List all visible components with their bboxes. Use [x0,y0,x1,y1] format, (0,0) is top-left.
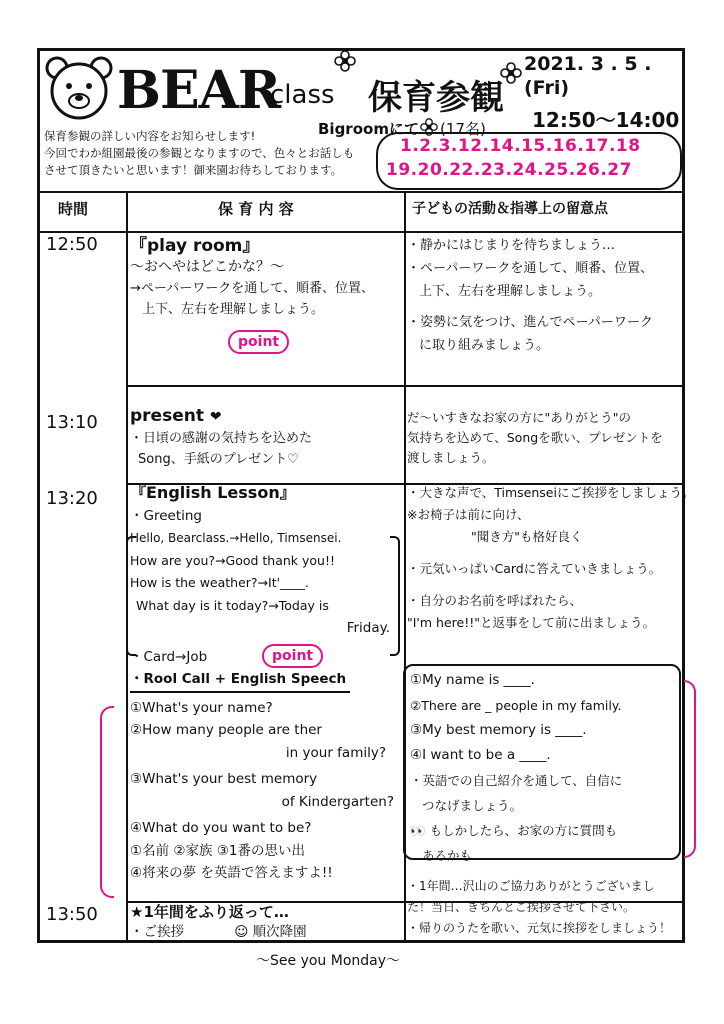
note-line: ・元気いっぱいCardに答えていきましょう。 [407,561,662,576]
row-3-content [130,482,398,885]
content-line: ・日頃の感謝の気持ちを込めた [130,431,313,446]
column-header-content: 保 育 内 容 [218,200,294,218]
intro-line: 保育参観の詳しい内容をお知らせします! [44,129,256,143]
row-1-notes [407,234,681,357]
content-line: Song、手紙のプレゼント♡ [138,452,299,467]
time-slot: 12:50 [46,234,98,255]
row-2-content [130,406,398,470]
section-title: 『English Lesson』 [130,483,296,502]
content-line: ・Rool Call + English Speech [130,668,350,693]
content-line: ・ご挨拶 [130,924,184,940]
content-line: →ペーパーワークを通して、順番、位置、 [130,281,374,296]
content-line: How are you?→Good thank you!! [130,552,336,568]
content-line: ④将来の夢 を英語で答えますよ!! [130,865,333,881]
note-line: ・自分のお名前を呼ばれたら、 [407,593,583,608]
content-line: 順次降園 [252,924,307,940]
time-range: 12:50〜14:00 [532,108,680,132]
note-line: あるかも… [422,848,485,863]
row-1-content [130,236,398,320]
venue: Bigroomにて [318,120,419,138]
note-line: 渡しましょう。 [407,450,495,465]
section-title: ★1年間をふり返って… [130,903,289,921]
content-line: ・Greeting [130,507,202,524]
note-line: に取り組みましょう。 [419,338,550,353]
column-header-time: 時間 [58,200,89,218]
title-jp: 保育参観 [368,78,504,118]
note-line: ①My name is ____. [410,672,535,688]
row-4-notes [407,876,683,939]
title-class: class [270,80,335,110]
note-line: ・大きな声で、Timsenseiにご挨拶をしましょう。 [407,485,695,500]
note-line: ・静かにはじまりを待ちましょう… [407,238,616,253]
heart-icon: ❤ [209,409,222,425]
note-line: ・英語での自己紹介を通して、自信に [410,773,623,788]
greeting-bracket [126,536,136,656]
speech-bracket [684,680,696,858]
note-line: "I'm here!!"と返事をして前に出ましょう。 [407,615,655,630]
row-4-content [130,902,398,942]
numbers-row-1: 1.2.3.12.14.15.16.17.18 [400,136,641,156]
content-line: ②How many people are ther [130,722,322,738]
note-line: ・1年間…沢山のご協力ありがとうございまし [407,879,655,893]
footer-message: 〜See you Monday〜 [256,953,401,969]
eyes-icon: 👀 [410,823,426,838]
section-title: present [130,406,204,426]
note-line: ※お椅子は前に向け、 [407,507,530,522]
content-line: How is the weather?→It'____. [130,575,310,590]
note-line: もしかしたら、お家の方に質問も [429,823,618,838]
greeting-bracket [390,536,400,656]
column-header-notes: 子どもの活動＆指導上の留意点 [412,201,608,217]
note-line: つなげましょう。 [422,798,523,813]
content-line: in your family? [285,744,386,761]
note-line: ④I want to be a ____. [410,747,551,763]
numbers-row-2: 19.20.22.23.24.25.26.27 [386,160,632,180]
smile-icon: ☺ [234,924,249,940]
intro-line: 今回でわか組園最後の参観となりますので、色々とお話しも [44,146,355,160]
time-slot: 13:20 [46,488,98,509]
time-slot: 13:10 [46,412,98,433]
content-line: Hello, Bearclass.→Hello, Timsensei. [130,531,342,545]
content-line: ・Card→Job [130,648,208,665]
date: 2021. 3 . 5 .(Fri) [524,53,652,99]
row-3-notes [407,482,695,634]
point-badge: point [228,330,289,354]
time-slot: 13:50 [46,904,98,925]
content-line: Friday. [346,620,390,636]
note-line: ・ペーパーワークを通して、順番、位置、 [407,261,654,276]
content-line: ①What's your name? [130,699,273,716]
note-line: だ〜いすきなお家の方に"ありがとう"の [407,410,631,425]
note-line: た！当日、きちんとご挨拶させて下さい。 [407,900,636,914]
row-2-notes [407,408,681,468]
section-title: 『play room』 [130,236,260,256]
content-line: ③What's your best memory [130,771,318,787]
note-line: ③My best memory is ____. [410,722,587,738]
content-line: ④What do you want to be? [130,820,312,836]
point-badge: point [262,644,323,668]
note-line: 気持ちを込めて、Songを歌い、プレゼントを [407,430,663,445]
title-bear: BEAR [117,60,281,121]
content-line: 〜おへやはどこかな？〜 [130,259,284,275]
note-line: 上下、左右を理解しましょう。 [419,284,602,299]
note-line: ・姿勢に気をつけ、進んでペーパーワーク [407,315,653,330]
class-count: (17名) [440,120,486,138]
note-line: ②There are _ people in my family. [410,698,622,713]
note-line: "聞き方"も格好良く [471,529,583,544]
content-line: of Kindergarten? [281,793,394,810]
content-line: ①名前 ②家族 ③1番の思い出 [130,842,305,859]
speech-notes [410,668,682,868]
note-line: ・帰りのうたを歌い、元気に挨拶をしましょう！ [407,921,672,935]
content-line: 上下、左右を理解しましょう。 [142,302,325,317]
content-line: What day is it today?→Today is [136,597,329,613]
speech-bracket [100,706,114,898]
intro-line: させて頂きたいと思います！御来園お待ちしております。 [44,163,343,177]
